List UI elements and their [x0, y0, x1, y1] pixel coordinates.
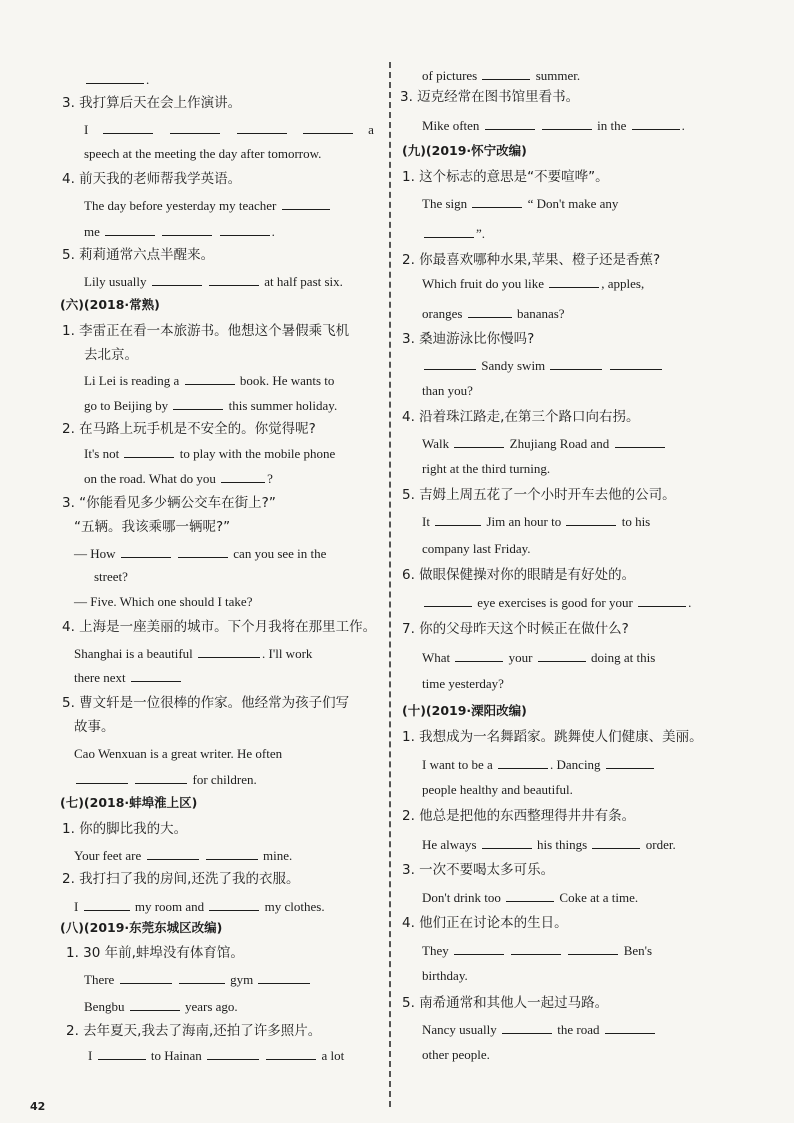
- answer-blank[interactable]: [632, 116, 680, 130]
- answer-blank[interactable]: [566, 512, 616, 526]
- answer-line: Lily usually at half past six.: [84, 274, 343, 289]
- answer-blank[interactable]: [282, 196, 330, 210]
- answer-line: — Five. Which one should I take?: [74, 594, 253, 609]
- question-zh: 5. 莉莉通常六点半醒来。: [62, 247, 215, 263]
- question-zh: 1. 我想成为一名舞蹈家。跳舞使人们健康、美丽。: [402, 729, 703, 745]
- answer-blank[interactable]: [506, 888, 554, 902]
- answer-blank[interactable]: [615, 434, 665, 448]
- answer-line: on the road. What do you ?: [84, 471, 273, 486]
- answer-line: It Jim an hour to to his: [422, 514, 651, 529]
- answer-line: Li Lei is reading a book. He wants to: [84, 373, 335, 388]
- question-zh: 3. 桑迪游泳比你慢吗?: [402, 331, 535, 347]
- answer-blank[interactable]: [237, 120, 287, 134]
- answer-line: There gym: [84, 970, 312, 989]
- answer-line: company last Friday.: [422, 541, 531, 556]
- question-zh: 4. 沿着珠江路走,在第三个路口向右拐。: [402, 409, 640, 425]
- answer-blank[interactable]: [424, 356, 476, 370]
- answer-blank[interactable]: [185, 371, 235, 385]
- section-heading: (六)(2018·常熟): [60, 297, 160, 312]
- question-zh: 3. 我打算后天在会上作演讲。: [62, 95, 242, 111]
- answer-line: I a: [84, 122, 374, 137]
- answer-blank[interactable]: [638, 593, 686, 607]
- question-zh: 3. 迈克经常在图书馆里看书。: [400, 89, 580, 105]
- question-zh: 1. 你的脚比我的大。: [62, 821, 188, 837]
- question-zh: 5. 吉姆上周五花了一个小时开车去他的公司。: [402, 487, 676, 503]
- answer-line: The sign “ Don't make any: [422, 196, 619, 211]
- answer-line: than you?: [422, 383, 473, 398]
- answer-line: me .: [84, 224, 275, 239]
- answer-blank[interactable]: [130, 997, 180, 1011]
- answer-blank[interactable]: [542, 116, 592, 130]
- answer-line: I want to be a . Dancing: [422, 755, 656, 774]
- answer-blank[interactable]: [220, 222, 270, 236]
- question-zh: 去北京。: [84, 347, 138, 363]
- question-zh: 故事。: [74, 719, 115, 735]
- answer-blank[interactable]: [162, 222, 212, 236]
- section-heading: (七)(2018·蚌埠淮上区): [60, 795, 198, 810]
- question-zh: 1. 30 年前,蚌埠没有体育馆。: [66, 945, 244, 961]
- answer-blank[interactable]: [170, 120, 220, 134]
- answer-line: Nancy usually the road: [422, 1020, 657, 1039]
- section-heading: (十)(2019·溧阳改编): [402, 703, 527, 718]
- answer-blank[interactable]: [592, 835, 640, 849]
- answer-line: oranges bananas?: [422, 306, 565, 321]
- answer-blank[interactable]: [207, 1046, 259, 1060]
- answer-line: — How can you see in the: [74, 546, 327, 561]
- question-zh: 2. 在马路上玩手机是不安全的。你觉得呢?: [62, 421, 316, 437]
- answer-line: Walk Zhujiang Road and: [422, 434, 667, 453]
- answer-line: They Ben's: [422, 943, 653, 958]
- answer-blank[interactable]: [84, 897, 130, 911]
- answer-line: I my room and my clothes.: [74, 899, 325, 914]
- answer-blank[interactable]: [135, 770, 187, 784]
- question-zh: 6. 做眼保健操对你的眼睛是有好处的。: [402, 567, 636, 583]
- answer-line: right at the third turning.: [422, 461, 551, 476]
- answer-blank[interactable]: [303, 120, 353, 134]
- answer-line: there next: [74, 668, 183, 687]
- answer-line: Sandy swim: [422, 356, 664, 375]
- answer-blank[interactable]: [454, 434, 504, 448]
- answer-blank[interactable]: [120, 970, 172, 984]
- answer-blank[interactable]: [76, 770, 128, 784]
- column-divider: [389, 62, 391, 1107]
- question-zh: 4. 上海是一座美丽的城市。下个月我将在那里工作。: [62, 619, 377, 635]
- answer-line: other people.: [422, 1047, 490, 1062]
- question-zh: 3. 一次不要喝太多可乐。: [402, 862, 555, 878]
- question-zh: 1. 李雷正在看一本旅游书。他想这个暑假乘飞机: [62, 323, 350, 339]
- answer-blank[interactable]: [152, 272, 202, 286]
- answer-blank[interactable]: [173, 396, 223, 410]
- answer-blank[interactable]: [86, 70, 144, 84]
- answer-blank[interactable]: [266, 1046, 316, 1060]
- answer-blank[interactable]: [424, 224, 474, 238]
- answer-blank[interactable]: [105, 222, 155, 236]
- question-zh: 4. 他们正在讨论本的生日。: [402, 915, 568, 931]
- answer-blank[interactable]: [454, 941, 504, 955]
- answer-blank[interactable]: [568, 941, 618, 955]
- question-zh: 4. 前天我的老师帮我学英语。: [62, 171, 242, 187]
- answer-line: Cao Wenxuan is a great writer. He often: [74, 746, 283, 761]
- answer-line: It's not to play with the mobile phone: [84, 446, 336, 461]
- answer-line: for children.: [74, 770, 257, 789]
- question-zh: 2. 我打扫了我的房间,还洗了我的衣服。: [62, 871, 300, 887]
- answer-line: Shanghai is a beautiful . I'll work: [74, 646, 313, 661]
- answer-blank[interactable]: [538, 648, 586, 662]
- answer-line: Don't drink too Coke at a time.: [422, 890, 639, 905]
- question-zh: 5. 曹文轩是一位很棒的作家。他经常为孩子们写: [62, 695, 350, 711]
- answer-blank[interactable]: [209, 272, 259, 286]
- answer-blank[interactable]: [550, 356, 602, 370]
- answer-line: Bengbu years ago.: [84, 999, 238, 1014]
- answer-blank[interactable]: [103, 120, 153, 134]
- answer-blank[interactable]: [435, 512, 481, 526]
- item-line: .: [84, 70, 149, 89]
- answer-line: Mike often in the .: [422, 118, 685, 133]
- answer-line: people healthy and beautiful.: [422, 782, 573, 797]
- answer-blank[interactable]: [498, 755, 548, 769]
- question-zh: 2. 他总是把他的东西整理得井井有条。: [402, 808, 636, 824]
- answer-line: What your doing at this: [422, 650, 656, 665]
- answer-line: time yesterday?: [422, 676, 504, 691]
- answer-line: Your feet are mine.: [74, 848, 293, 863]
- answer-blank[interactable]: [610, 356, 662, 370]
- answer-blank[interactable]: [131, 668, 181, 682]
- answer-blank[interactable]: [198, 644, 260, 658]
- answer-line: ”.: [422, 224, 485, 243]
- answer-blank[interactable]: [606, 755, 654, 769]
- answer-line: street?: [94, 569, 128, 584]
- answer-blank[interactable]: [502, 1020, 552, 1034]
- answer-blank[interactable]: [179, 970, 225, 984]
- answer-blank[interactable]: [178, 544, 228, 558]
- answer-blank[interactable]: [511, 941, 561, 955]
- answer-blank[interactable]: [485, 116, 535, 130]
- answer-blank[interactable]: [221, 469, 265, 483]
- answer-blank[interactable]: [147, 846, 199, 860]
- question-zh: 5. 南希通常和其他人一起过马路。: [402, 995, 609, 1011]
- answer-line: go to Beijing by this summer holiday.: [84, 398, 338, 413]
- answer-blank[interactable]: [549, 274, 599, 288]
- question-zh: “五辆。我该乘哪一辆呢?”: [74, 519, 231, 535]
- answer-line: of pictures summer.: [422, 68, 581, 83]
- question-zh: 2. 去年夏天,我去了海南,还拍了许多照片。: [66, 1023, 322, 1039]
- answer-line: eye exercises is good for your .: [422, 593, 691, 612]
- answer-blank[interactable]: [98, 1046, 146, 1060]
- answer-line: birthday.: [422, 968, 468, 983]
- answer-blank[interactable]: [482, 66, 530, 80]
- answer-line: He always his things order.: [422, 837, 676, 852]
- answer-blank[interactable]: [124, 444, 174, 458]
- answer-blank[interactable]: [455, 648, 503, 662]
- answer-blank[interactable]: [121, 544, 171, 558]
- answer-blank[interactable]: [605, 1020, 655, 1034]
- answer-line: speech at the meeting the day after tomorrow.: [84, 146, 322, 161]
- answer-blank[interactable]: [468, 304, 512, 318]
- answer-line: The day before yesterday my teacher: [84, 196, 332, 215]
- answer-line: Which fruit do you like , apples,: [422, 276, 645, 291]
- answer-line: I to Hainan a lot: [88, 1048, 345, 1063]
- answer-blank[interactable]: [482, 835, 532, 849]
- question-zh: 2. 你最喜欢哪种水果,苹果、橙子还是香蕉?: [402, 252, 661, 268]
- answer-blank[interactable]: [424, 593, 472, 607]
- answer-blank[interactable]: [209, 897, 259, 911]
- question-zh: 3. “你能看见多少辆公交车在街上?”: [62, 495, 276, 511]
- answer-blank[interactable]: [258, 970, 310, 984]
- answer-blank[interactable]: [472, 194, 522, 208]
- section-heading: (八)(2019·东莞东城区改编): [60, 920, 223, 935]
- answer-blank[interactable]: [206, 846, 258, 860]
- question-zh: 7. 你的父母昨天这个时候正在做什么?: [402, 621, 629, 637]
- page-number: 42: [30, 1100, 46, 1113]
- question-zh: 1. 这个标志的意思是“不要喧哗”。: [402, 169, 609, 185]
- section-heading: (九)(2019·怀宁改编): [402, 143, 527, 158]
